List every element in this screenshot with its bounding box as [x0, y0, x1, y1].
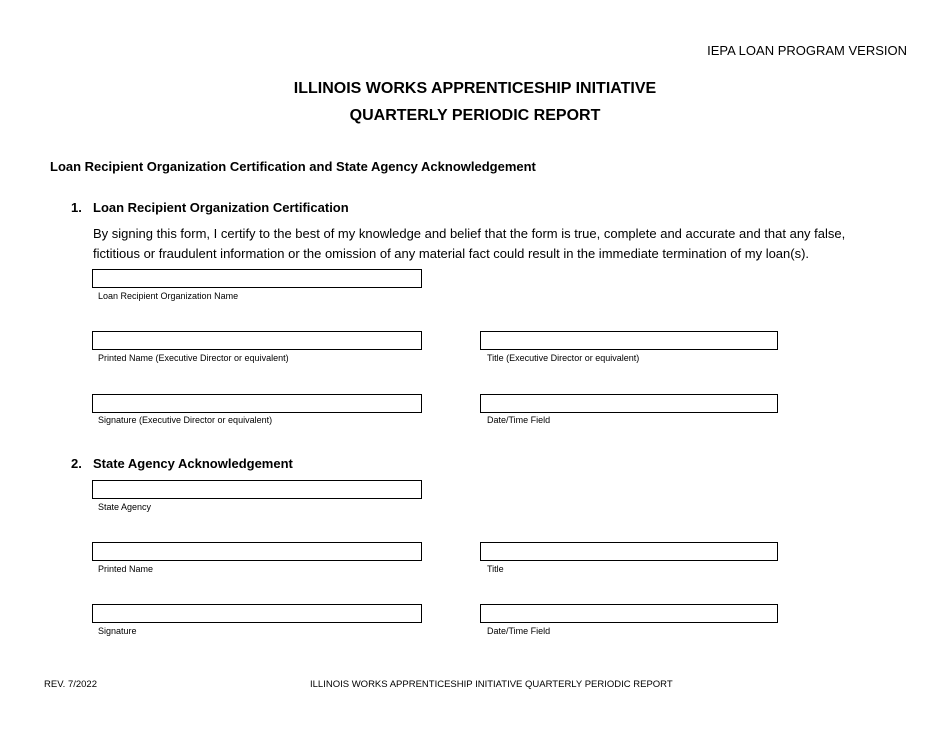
agency-signature-field[interactable] — [92, 604, 422, 623]
printed-name-field[interactable] — [92, 331, 422, 350]
org-name-field[interactable] — [92, 269, 422, 288]
agency-printed-name-label: Printed Name — [98, 564, 154, 574]
agency-signature-label: Signature — [98, 626, 137, 636]
agency-title-field[interactable] — [480, 542, 778, 561]
agency-printed-name-field[interactable] — [92, 542, 422, 561]
agency-title-label: Title — [487, 564, 504, 574]
program-version-label: IEPA LOAN PROGRAM VERSION — [707, 43, 907, 58]
certification-title: Loan Recipient Organization Certification — [93, 200, 349, 215]
acknowledgement-number: 2. — [71, 456, 82, 471]
agency-date-time-field[interactable] — [480, 604, 778, 623]
footer-report-name: ILLINOIS WORKS APPRENTICESHIP INITIATIVE QUARTERLY PERIODIC REPORT — [310, 679, 673, 690]
title-field[interactable] — [480, 331, 778, 350]
org-name-label: Loan Recipient Organization Name — [98, 291, 239, 301]
date-time-label: Date/Time Field — [487, 415, 551, 425]
acknowledgement-title: State Agency Acknowledgement — [93, 456, 293, 471]
certification-statement: By signing this form, I certify to the best of my knowledge and belief that the form is true, complete and accurate and that any false, fictitious or fraudulent information or the omission of any material fact could result in the immediate termination of my loan(s). — [93, 226, 846, 261]
section-heading: Loan Recipient Organization Certification and State Agency Acknowledgement — [50, 159, 536, 174]
signature-label: Signature (Executive Director or equivalent) — [98, 415, 273, 425]
state-agency-label: State Agency — [98, 502, 152, 512]
state-agency-field[interactable] — [92, 480, 422, 499]
printed-name-label: Printed Name (Executive Director or equivalent) — [98, 353, 289, 363]
agency-date-time-label: Date/Time Field — [487, 626, 551, 636]
revision-label: REV. 7/2022 — [44, 679, 97, 690]
title-label: Title (Executive Director or equivalent) — [487, 353, 640, 363]
signature-field[interactable] — [92, 394, 422, 413]
certification-number: 1. — [71, 200, 82, 215]
document-subtitle: QUARTERLY PERIODIC REPORT — [349, 107, 601, 124]
document-title: ILLINOIS WORKS APPRENTICESHIP INITIATIVE — [293, 80, 657, 97]
date-time-field[interactable] — [480, 394, 778, 413]
